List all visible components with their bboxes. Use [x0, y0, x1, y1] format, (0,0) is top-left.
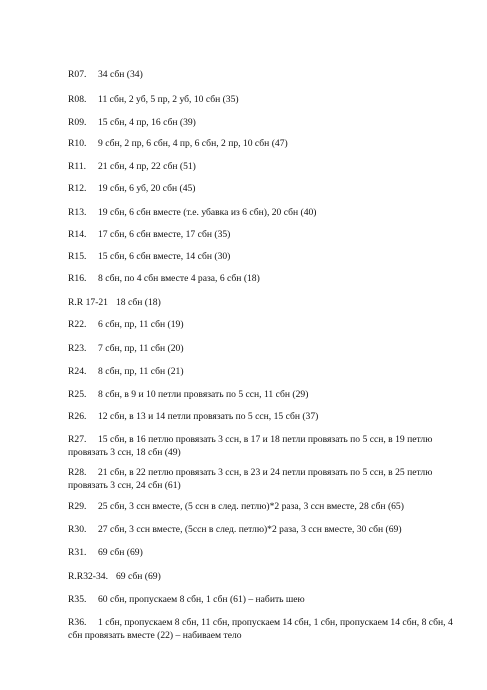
row-text: 12 сбн, в 13 и 14 петли провязать по 5 ссн, 15 сбн (37): [98, 411, 319, 422]
row-number: R35.: [68, 594, 87, 605]
row-r35: [68, 594, 468, 607]
row-text: 8 сбн, по 4 сбн вместе 4 раза, 6 сбн (18): [98, 273, 260, 284]
row-text: 15 сбн, 4 пр, 16 сбн (39): [98, 117, 196, 128]
row-r07: [68, 69, 468, 82]
row-r11: [68, 161, 468, 174]
row-text: 25 сбн, 3 ссн вместе, (5 ссн в след. петлю)*2 раза, 3 ссн вместе, 28 сбн (65): [98, 501, 404, 512]
row-number: R.R 17-21: [68, 297, 108, 308]
row-text: 15 сбн, в 16 петлю провязать 3 ссн, в 17 и 18 петли провязать по 5 ссн, в 19 петлю провязать 3 ссн, 18 сбн (49): [68, 434, 433, 458]
row-r31: [68, 547, 468, 560]
row-text: 6 сбн, пр, 11 сбн (19): [98, 319, 184, 330]
row-number: R14.: [68, 229, 87, 240]
row-r25: [68, 389, 468, 402]
row-text: 27 сбн, 3 ссн вместе, (5ссн в след. петлю)*2 раза, 3 ссн вместе, 30 сбн (69): [98, 524, 402, 535]
row-number: R25.: [68, 389, 87, 400]
row-text: 69 сбн (69): [98, 547, 143, 558]
row-r27: [68, 434, 468, 459]
row-text: 69 сбн (69): [116, 571, 161, 582]
row-number: R12.: [68, 183, 87, 194]
row-text: 18 сбн (18): [116, 297, 161, 308]
row-text: 15 сбн, 6 сбн вместе, 14 сбн (30): [98, 251, 231, 262]
row-number: R16.: [68, 273, 87, 284]
row-r36: [68, 617, 468, 642]
row-text: 19 сбн, 6 уб, 20 сбн (45): [98, 183, 196, 194]
row-number: R22.: [68, 319, 87, 330]
row-number: R09.: [68, 117, 87, 128]
row-number: R36.: [68, 617, 87, 628]
row-number: R07.: [68, 69, 87, 80]
row-r29: [68, 501, 468, 514]
row-r32-34: [68, 571, 468, 584]
row-number: R24.: [68, 366, 87, 377]
row-text: 7 сбн, пр, 11 сбн (20): [98, 343, 184, 354]
row-number: R10.: [68, 138, 87, 149]
row-r26: [68, 411, 468, 424]
row-text: 19 сбн, 6 сбн вместе (т.е. убавка из 6 сбн), 20 сбн (40): [98, 207, 317, 218]
row-number: R.R32-34.: [68, 571, 108, 582]
row-text: 9 сбн, 2 пр, 6 сбн, 4 пр, 6 сбн, 2 пр, 10 сбн (47): [98, 138, 288, 149]
row-r28: [68, 467, 468, 492]
row-number: R23.: [68, 343, 87, 354]
row-r30: [68, 524, 468, 537]
row-number: R26.: [68, 411, 87, 422]
row-r09: [68, 117, 468, 130]
row-text: 8 сбн, в 9 и 10 петли провязать по 5 ссн, 11 сбн (29): [98, 389, 309, 400]
row-number: R13.: [68, 207, 87, 218]
row-r22: [68, 319, 468, 332]
row-text: 21 сбн, в 22 петлю провязать 3 ссн, в 23 и 24 петли провязать по 5 ссн, в 25 петлю провязать 3 ссн, 24 сбн (61): [68, 467, 433, 491]
row-r23: [68, 343, 468, 356]
row-number: R29.: [68, 501, 87, 512]
row-number: R27.: [68, 434, 87, 445]
row-text: 8 сбн, пр, 11 сбн (21): [98, 366, 184, 377]
row-r12: [68, 183, 468, 196]
row-text: 17 сбн, 6 сбн вместе, 17 сбн (35): [98, 229, 231, 240]
row-number: R15.: [68, 251, 87, 262]
row-number: R11.: [68, 161, 87, 172]
row-number: R28.: [68, 467, 87, 478]
row-r08: [68, 94, 468, 107]
row-number: R30.: [68, 524, 87, 535]
row-number: R08.: [68, 94, 87, 105]
row-text: 34 сбн (34): [98, 69, 143, 80]
row-r24: [68, 366, 468, 379]
row-r14: [68, 229, 468, 242]
row-text: 11 сбн, 2 уб, 5 пр, 2 уб, 10 сбн (35): [98, 94, 239, 105]
row-r13: [68, 207, 468, 220]
row-r17-21: [68, 297, 468, 310]
row-r16: [68, 273, 468, 286]
row-text: 1 сбн, пропускаем 8 сбн, 11 сбн, пропускаем 14 сбн, 1 сбн, пропускаем 14 сбн, 8 сбн, 4 сбн провязать вместе (22) – набиваем тело: [68, 617, 453, 641]
row-number: R31.: [68, 547, 87, 558]
row-r15: [68, 251, 468, 264]
row-text: 21 сбн, 4 пр, 22 сбн (51): [98, 161, 196, 172]
row-text: 60 сбн, пропускаем 8 сбн, 1 сбн (61) – набить шею: [98, 594, 305, 605]
row-r10: [68, 138, 468, 151]
